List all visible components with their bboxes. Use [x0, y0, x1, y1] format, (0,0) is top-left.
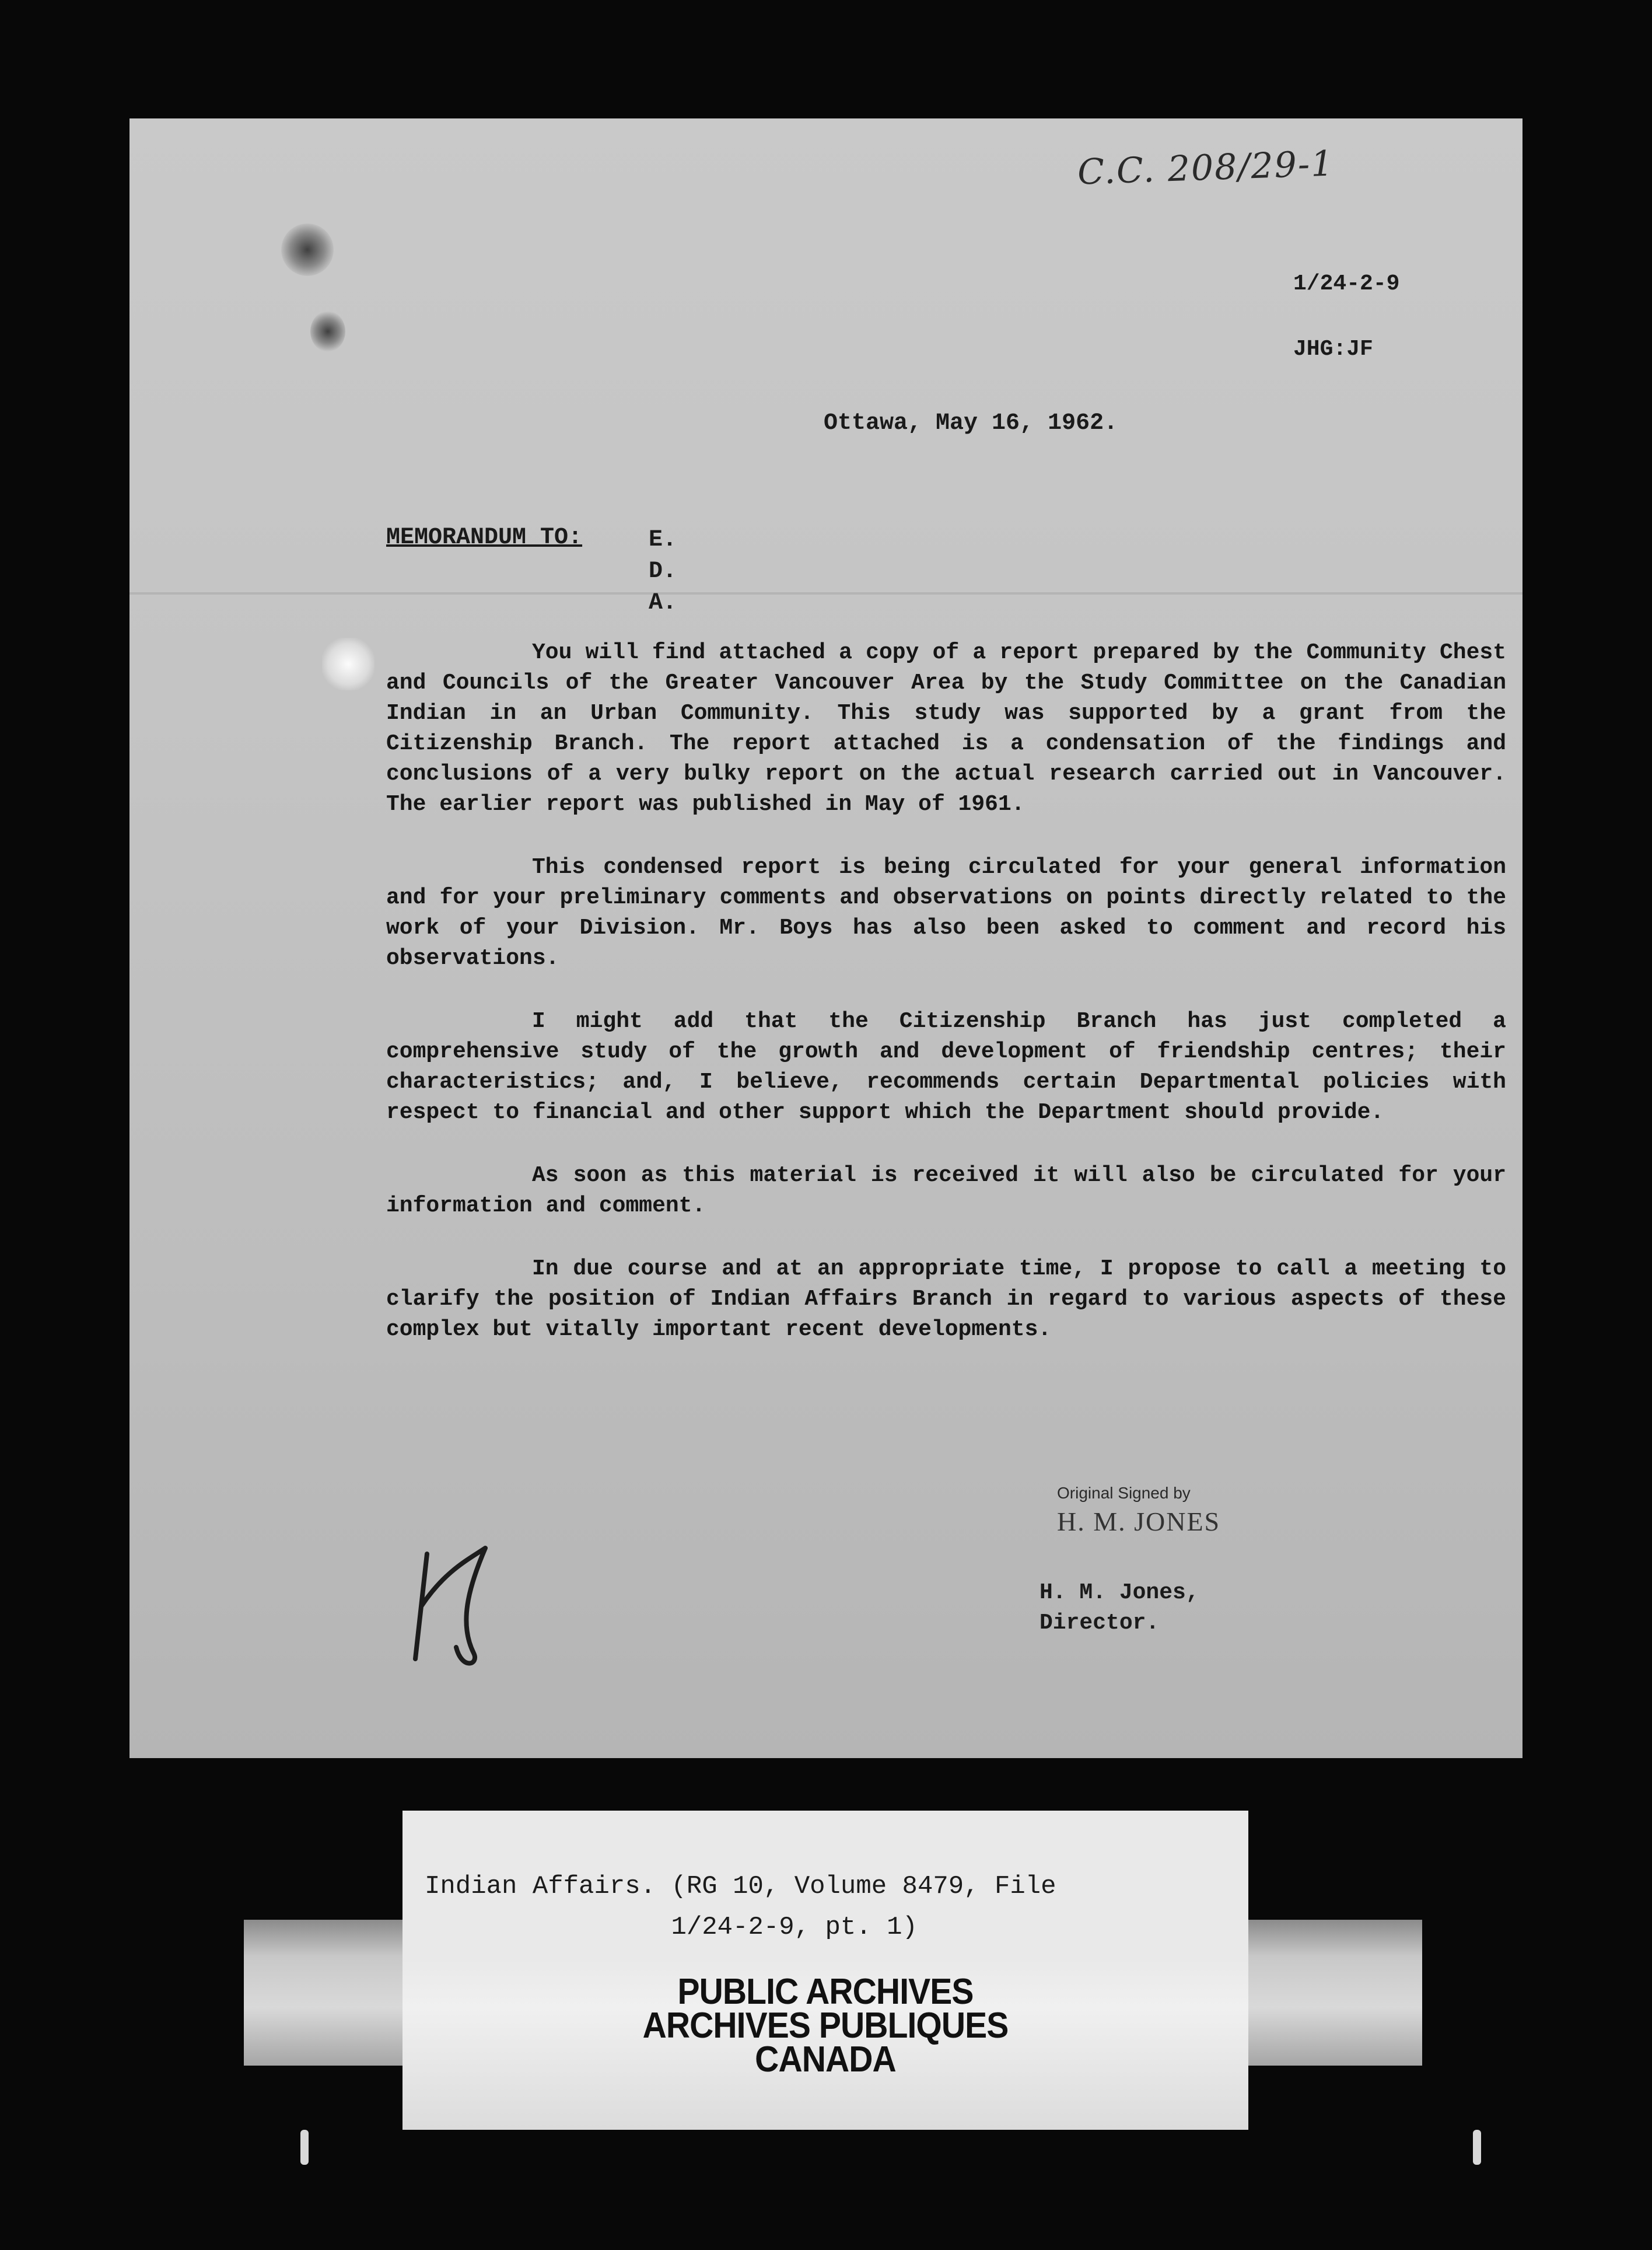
film-edge-mark [300, 2130, 309, 2165]
signer-title: Director. [1040, 1610, 1160, 1636]
paragraph: I might add that the Citizenship Branch has just completed a comprehensive study of the growth and development of friendship centres; their characteristics; and, I believe, recommends certain Departmental policies with respect to financial and other support which the Department should provide. [386, 1009, 1506, 1125]
archive-reference-card [402, 1811, 1248, 1962]
dateline: Ottawa, May 16, 1962. [824, 410, 1118, 436]
signature-stamp-name: H. M. JONES [1057, 1507, 1221, 1536]
memo-body [386, 638, 1506, 1378]
ink-smudge [281, 223, 334, 276]
recipient: D. [649, 558, 677, 585]
archives-stamp-line: CANADA [755, 2039, 896, 2080]
recipient-list [649, 525, 677, 619]
archive-reference-line: 1/24-2-9, pt. 1) [425, 1913, 918, 1942]
paper-damage-spot [322, 638, 374, 690]
paragraph: In due course and at an appropriate time, I propose to call a meeting to clarify the position of Indian Affairs Branch in regard to various aspects of these complex but vitally important recent developments. [386, 1256, 1506, 1342]
signer [1040, 1578, 1220, 1638]
paragraph: As soon as this material is received it will also be circulated for your information and comment. [386, 1163, 1506, 1218]
paper-fold-line [130, 592, 1522, 595]
handwritten-initials-mark [404, 1536, 503, 1676]
signature-stamp-caption: Original Signed by [1057, 1484, 1191, 1502]
signer-name: H. M. Jones, [1040, 1580, 1199, 1605]
letter-sheet [130, 118, 1522, 1758]
archive-reference-line: Indian Affairs. (RG 10, Volume 8479, File [425, 1872, 1056, 1901]
paragraph: You will find attached a copy of a report prepared by the Community Chest and Councils of the Greater Vancouver Area by the Study Committee on the Canadian Indian in an Urban Community. This study was supported by a grant from the Citizenship Branch. The report attached is a condensation of the findings and conclusions of a very bulky report on the actual research carried out in Vancouver. The earlier report was published in May of 1961. [386, 640, 1506, 817]
paragraph: This condensed report is being circulated for your general information and for your preliminary comments and observations on points directly related to the work of your Division. Mr. Boys has also been asked to comment and record his observations. [386, 855, 1506, 971]
archives-stamp-line: ARCHIVES PUBLIQUES [642, 2006, 1009, 2046]
ink-smudge [310, 311, 345, 352]
typist-initials: JHG:JF [1293, 337, 1373, 362]
handwritten-file-reference: C.C. 208/29-1 [1076, 143, 1335, 193]
film-edge-mark [1473, 2130, 1481, 2165]
archives-stamp-line: PUBLIC ARCHIVES [677, 1972, 974, 2012]
recipient: E. [649, 527, 677, 553]
file-reference: 1/24-2-9 [1293, 271, 1400, 296]
public-archives-stamp [402, 1972, 1248, 2080]
recipient: A. [649, 590, 677, 616]
archive-reference-text [425, 1866, 1056, 1948]
memo-label: MEMORANDUM TO: [386, 525, 583, 551]
signature-block [1040, 1484, 1220, 1638]
